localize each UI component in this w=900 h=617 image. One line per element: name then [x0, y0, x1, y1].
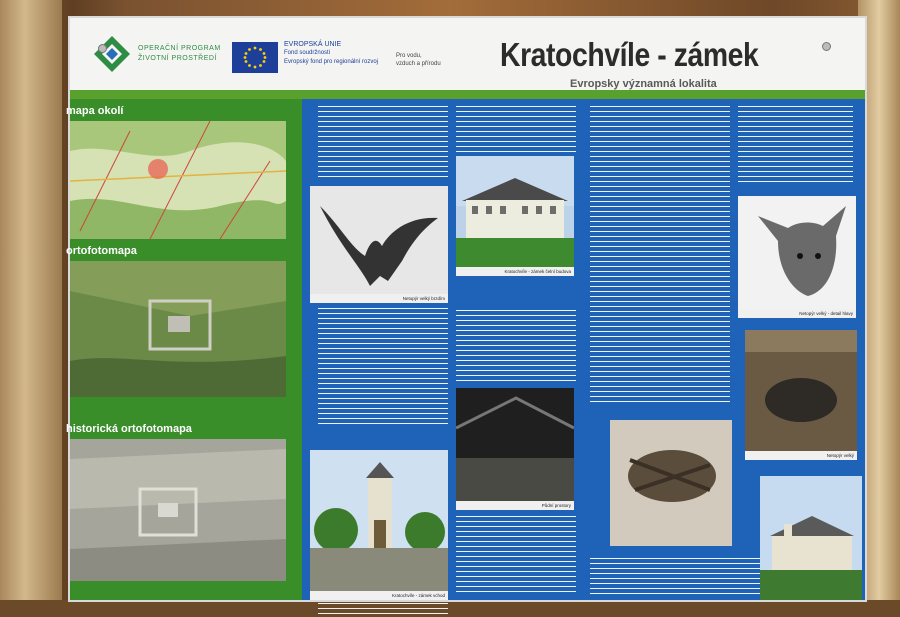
aerial-photo-icon — [70, 261, 286, 397]
motto — [396, 52, 441, 68]
bat-cluster-icon — [610, 420, 732, 546]
chateau-caption: Kratochvíle - zámek čelní budova — [456, 267, 574, 276]
text-block-3 — [318, 308, 448, 428]
chateau-icon — [456, 156, 574, 267]
chateau-side-photo — [760, 476, 862, 600]
op-line2: ŽIVOTNÍ PROSTŘEDÍ — [138, 55, 217, 62]
attic-caption: Půdní prostory — [456, 501, 574, 510]
text-block-5 — [590, 106, 730, 406]
text-block-6 — [738, 106, 853, 186]
section-label-orthophoto: ortofotomapa — [66, 245, 137, 257]
bat-illustration — [310, 186, 448, 303]
orthophoto-image — [70, 261, 286, 397]
eu-text — [284, 40, 378, 67]
map-column — [66, 99, 302, 600]
historic-aerial-icon — [70, 439, 286, 581]
eu-line3: Evropský fond pro regionální rozvoj — [284, 59, 379, 65]
roost-caption: Netopýr velký — [745, 451, 857, 460]
roost-photo — [745, 330, 857, 460]
eu-line1: EVROPSKÁ UNIE — [284, 41, 342, 48]
gate-tower-icon — [310, 450, 448, 591]
text-block-intro — [318, 106, 448, 181]
bat-cluster-photo — [610, 420, 732, 546]
bat-face-caption: Netopýr velký - detail hlavy — [738, 309, 856, 318]
roost-icon — [745, 330, 857, 451]
motto-line1: Pro vodu, — [396, 53, 422, 59]
gate-photo — [310, 450, 448, 600]
chateau-side-icon — [760, 476, 862, 600]
eu-flag-icon — [232, 42, 278, 73]
bat-face-icon — [738, 196, 856, 309]
topographic-map-icon — [70, 121, 286, 239]
chateau-photo — [456, 156, 574, 276]
eu-line2: Fond soudržnosti — [284, 50, 331, 56]
left-post — [0, 0, 62, 600]
attic-photo — [456, 388, 574, 510]
text-block-9 — [318, 603, 448, 617]
bat-icon — [310, 186, 448, 294]
op-logo-icon — [92, 34, 132, 74]
screw-icon — [98, 44, 107, 53]
section-label-historic: historická ortofotomapa — [66, 423, 192, 435]
bat-face-illustration — [738, 196, 856, 318]
op-line1: OPERAČNÍ PROGRAM — [138, 45, 221, 52]
gate-caption: Kratochvíle - zámek vchod — [310, 591, 448, 600]
green-bar — [70, 90, 865, 99]
info-board — [66, 18, 865, 600]
attic-icon — [456, 388, 574, 501]
bat-caption: Netopýr velký brzdím — [310, 294, 448, 303]
map-image — [70, 121, 286, 239]
section-label-map: mapa okolí — [66, 105, 124, 117]
text-block-7 — [456, 516, 576, 596]
text-block-2 — [456, 106, 576, 154]
motto-line2: vzduch a přírodu — [396, 61, 441, 67]
board-header — [70, 18, 865, 90]
page-subtitle: Evropsky významná lokalita — [570, 78, 717, 90]
historic-photo-image — [70, 439, 286, 581]
op-logo-text — [138, 44, 221, 64]
screw-icon — [822, 42, 831, 51]
text-block-4 — [456, 310, 576, 382]
page-title: Kratochvíle - zámek — [500, 36, 759, 73]
